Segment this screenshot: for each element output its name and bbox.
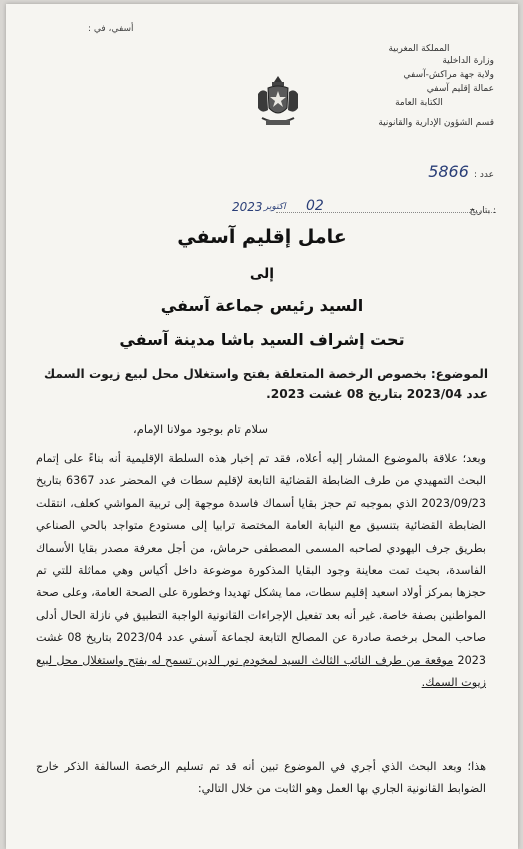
date-label: بتاريخ : [469,206,496,216]
date-month: اكتوبر [264,202,286,212]
letterhead-ministry: وزارة الداخلية [442,56,494,66]
letterhead-department: قسم الشؤون الإدارية والقانونية [378,118,494,128]
paragraph-1-underlined: موقعة من طرف النائب الثالث السيد لمخودم نور الدين تسمح له بفتح واستغلال محل لبيع زيوت السمك. [36,653,486,690]
date-day: 02 [306,198,324,214]
coat-of-arms-emblem [254,74,302,130]
subject-block [34,364,488,404]
to-label: إلى [249,266,275,282]
body-paragraph-2 [36,756,486,801]
corner-note: أسفي، في : [88,24,134,34]
letterhead-province: عمالة إقليم آسفي [426,84,494,94]
subject-text: بخصوص الرخصة المتعلقة بفتح واستغلال محل لبيع زيوت السمك عدد 2023/04 بتاريخ 08 غشت 2023. [44,367,488,401]
paragraph-2-text: هذا؛ وبعد البحث الذي أجري في الموضوع تبين أنه قد تم تسليم الرخصة السالفة الذكر خارج الضوابط القانونية الجاري بها العمل وهو الثابت من خلال التالي: [36,760,486,796]
reference-number [384,162,494,181]
number-label: عدد : [474,170,494,180]
letterhead [344,44,494,128]
subject-label: الموضوع: [430,367,488,381]
paragraph-1-main: وبعد؛ علاقة بالموضوع المشار إليه أعلاه، فقد تم إخبار هذه السلطة الإقليمية أنه بناءً على إتمام البحث التمهيدي من طرف الضابطة القضائية التابعة لإقليم سطات في المحضر عدد 6367 بتاريخ 2023/09/23 الذي بموجبه تم حجز بقايا أسماك فاسدة موجهة إلى تربية المواشي كعلف، انتقلت الضابطة القضائية بتنسيق مع النيابة العامة المختصة ترابيا إلى مستودع متواجد بالحي الصناعي بطريق جرف اليهودي لصاحبه المسمى المصطفى حرماش، من أجل معرفة مصدر بقايا الأسماك الفاسدة، بحيث تمت معاينة وجود البقايا المذكورة موضوعة داخل أكياس وهي مماثلة للتي تم حجزها بمركز أولاد اسعيد إقليم سطات، مما يشكل تهديدا وخطورة على الصحة العامة، وعلى صحة المواطنين بصفة خاصة. غير أنه بعد تفعيل الإجراءات القانونية الواجبة التطبيق في نازلة الحال أدلى صاحب المحل برخصة صادرة عن المصالح التابعة لجماعة آسفي عدد 2023/04 بتاريخ 08 غشت 2023 [36,452,487,667]
recipient-title: السيد رئيس جماعة آسفي [160,296,364,315]
number-value: 5866 [428,162,469,181]
letterhead-kingdom: المملكة المغربية [388,44,450,54]
document-page [6,4,518,849]
supervision-line: تحت إشراف السيد باشا مدينة آسفي [119,330,405,349]
salutation: سلام تام بوجود مولانا الإمام، [133,422,268,436]
date-year: 2023 [232,200,263,214]
body-paragraph-1 [36,448,486,694]
sender-title: عامل إقليم آسفي [177,226,347,248]
letterhead-region: ولاية جهة مراكش-آسفي [403,70,494,80]
letterhead-general-secretariat: الكتابة العامة [395,98,443,108]
